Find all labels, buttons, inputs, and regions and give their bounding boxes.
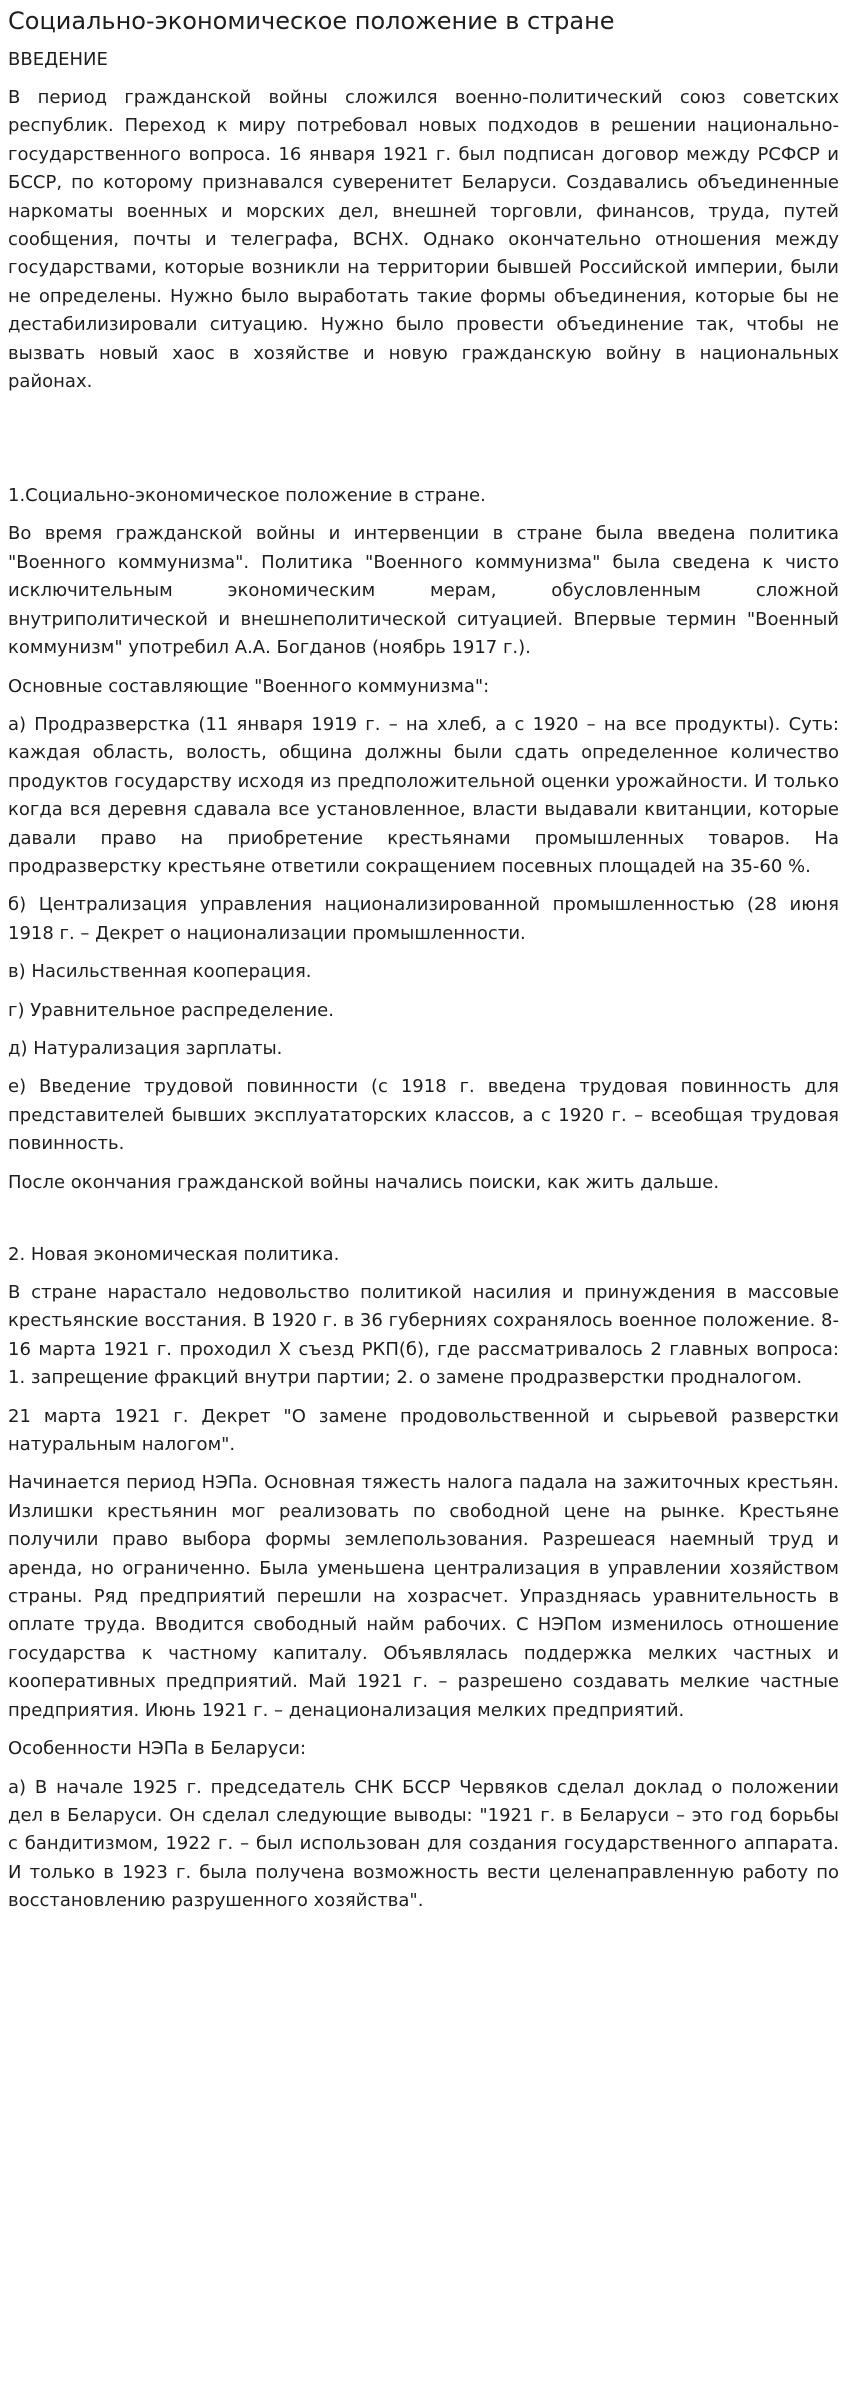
section-1-closing: После окончания гражданской войны начались поиски, как жить дальше.: [8, 1171, 720, 1193]
list-item-d: д) Натурализация зарплаты.: [8, 1037, 283, 1059]
section-2-paragraph-1: В стране нарастало недовольство политикой насилия и принуждения в массовые крестьянские восстания. В 1920 г. в 36 губерниях сохранялось военное положение. 8-16 марта 1921 г. проходил X съезд РКП(б), где рассматривалось 2 главных вопроса: 1. запрещение фракций внутри партии; 2. о замене продразверстки продналогом.: [8, 1282, 839, 1389]
intro-heading: ВВЕДЕНИЕ: [8, 49, 108, 70]
section-2-paragraph-2: 21 марта 1921 г. Декрет "О замене продовольственной и сырьевой разверстки натуральным налогом".: [8, 1405, 839, 1456]
list-item-b: б) Централизация управления национализированной промышленностью (28 июня 1918 г. – Декрет о национализации промышленности.: [8, 894, 839, 944]
spacer: [8, 396, 839, 482]
intro-paragraph: В период гражданской войны сложился военно-политический союз советских республик. Переход к миру потребовал новых подходов в решении национально-государственного вопроса. 16 января 1921 г. был подписан договор между РСФСР и БССР, по которому признавался суверенитет Беларуси. Создавались объединенные наркоматы военных и морских дел, внешней торговли, финансов, труда, путей сообщения, почты и телеграфа, ВСНХ. Однако окончательно отношения между государствами, которые возникли на территории бывшей Российской империи, были не определены. Нужно было выработать такие формы объединения, которые бы не дестабилизировали ситуацию. Нужно было провести объединение так, чтобы не вызвать новый хаос в хозяйстве и новую гражданскую войну в национальных районах.: [8, 87, 839, 393]
section-2-paragraph-3: Начинается период НЭПа. Основная тяжесть налога падала на зажиточных крестьян. Излишки крестьянин мог реализовать по свободной цене на рынке. Крестьяне получили право выбора формы землепользования. Разрешеася наемный труд и аренда, но ограниченно. Была уменьшена централизация в управлении хозяйством страны. Ряд предприятий перешли на хозрасчет. Упраздняась уравнительность в оплате труда. Вводится свободный найм рабочих. С НЭПом изменилось отношение государства к частному капиталу. Объявлялась поддержка мелких частных и кооперативных предприятий. Май 1921 г. – разрешено создавать мелкие частные предприятия. Июнь 1921 г. – денационализация мелких предприятий.: [8, 1472, 839, 1721]
document-page: [0, 6, 847, 2400]
list-item-v: в) Насильственная кооперация.: [8, 961, 312, 983]
section-2-paragraph-5: а) В начале 1925 г. председатель СНК БССР Червяков сделал доклад о положении дел в Беларуси. Он сделал следующие выводы: "1921 г. в Беларуси – это год борьбы с бандитизмом, 1922 г. – был использован для создания государственного аппарата. И только в 1923 г. была получена возможность вести целенаправленную работу по восстановлению разрушенного хозяйства".: [8, 1776, 839, 1912]
spacer: [8, 1197, 839, 1241]
section-1-paragraph-2: Основные составляющие "Военного коммунизма":: [8, 675, 490, 697]
list-item-e: е) Введение трудовой повинности (с 1918 г. введена трудовая повинность для представителей бывших эксплуататорских классов, а с 1920 г. – всеобщая трудовая повинность.: [8, 1076, 839, 1155]
section-2-paragraph-4: Особенности НЭПа в Беларуси:: [8, 1738, 307, 1760]
list-item-a: а) Продразверстка (11 января 1919 г. – на хлеб, а с 1920 – на все продукты). Суть: каждая область, волость, община должны были сдать определенное количество продуктов государству исходя из предположительной оценки урожайности. И только когда вся деревня сдавала все установленное, власти выдавали квитанции, которые давали право на приобретение крестьянами промышленных товаров. На продразверстку крестьяне ответили сокращением посевных площадей на 35-60 %.: [8, 713, 839, 877]
section-2-heading: 2. Новая экономическая политика.: [8, 1244, 340, 1265]
list-item-g: г) Уравнительное распределение.: [8, 999, 334, 1021]
page-title: Социально-экономическое положение в стране: [8, 7, 615, 35]
section-1-paragraph-1: Во время гражданской войны и интервенции в стране была введена политика "Военного коммунизма". Политика "Военного коммунизма" была сведена к чисто исключительным экономическим мерам, обусловленным сложной внутриполитической и внешнеполитической ситуацией. Впервые термин "Военный коммунизм" употребил А.А. Богданов (ноябрь 1917 г.).: [8, 523, 839, 659]
section-1-heading: 1.Социально-экономическое положение в стране.: [8, 485, 486, 507]
